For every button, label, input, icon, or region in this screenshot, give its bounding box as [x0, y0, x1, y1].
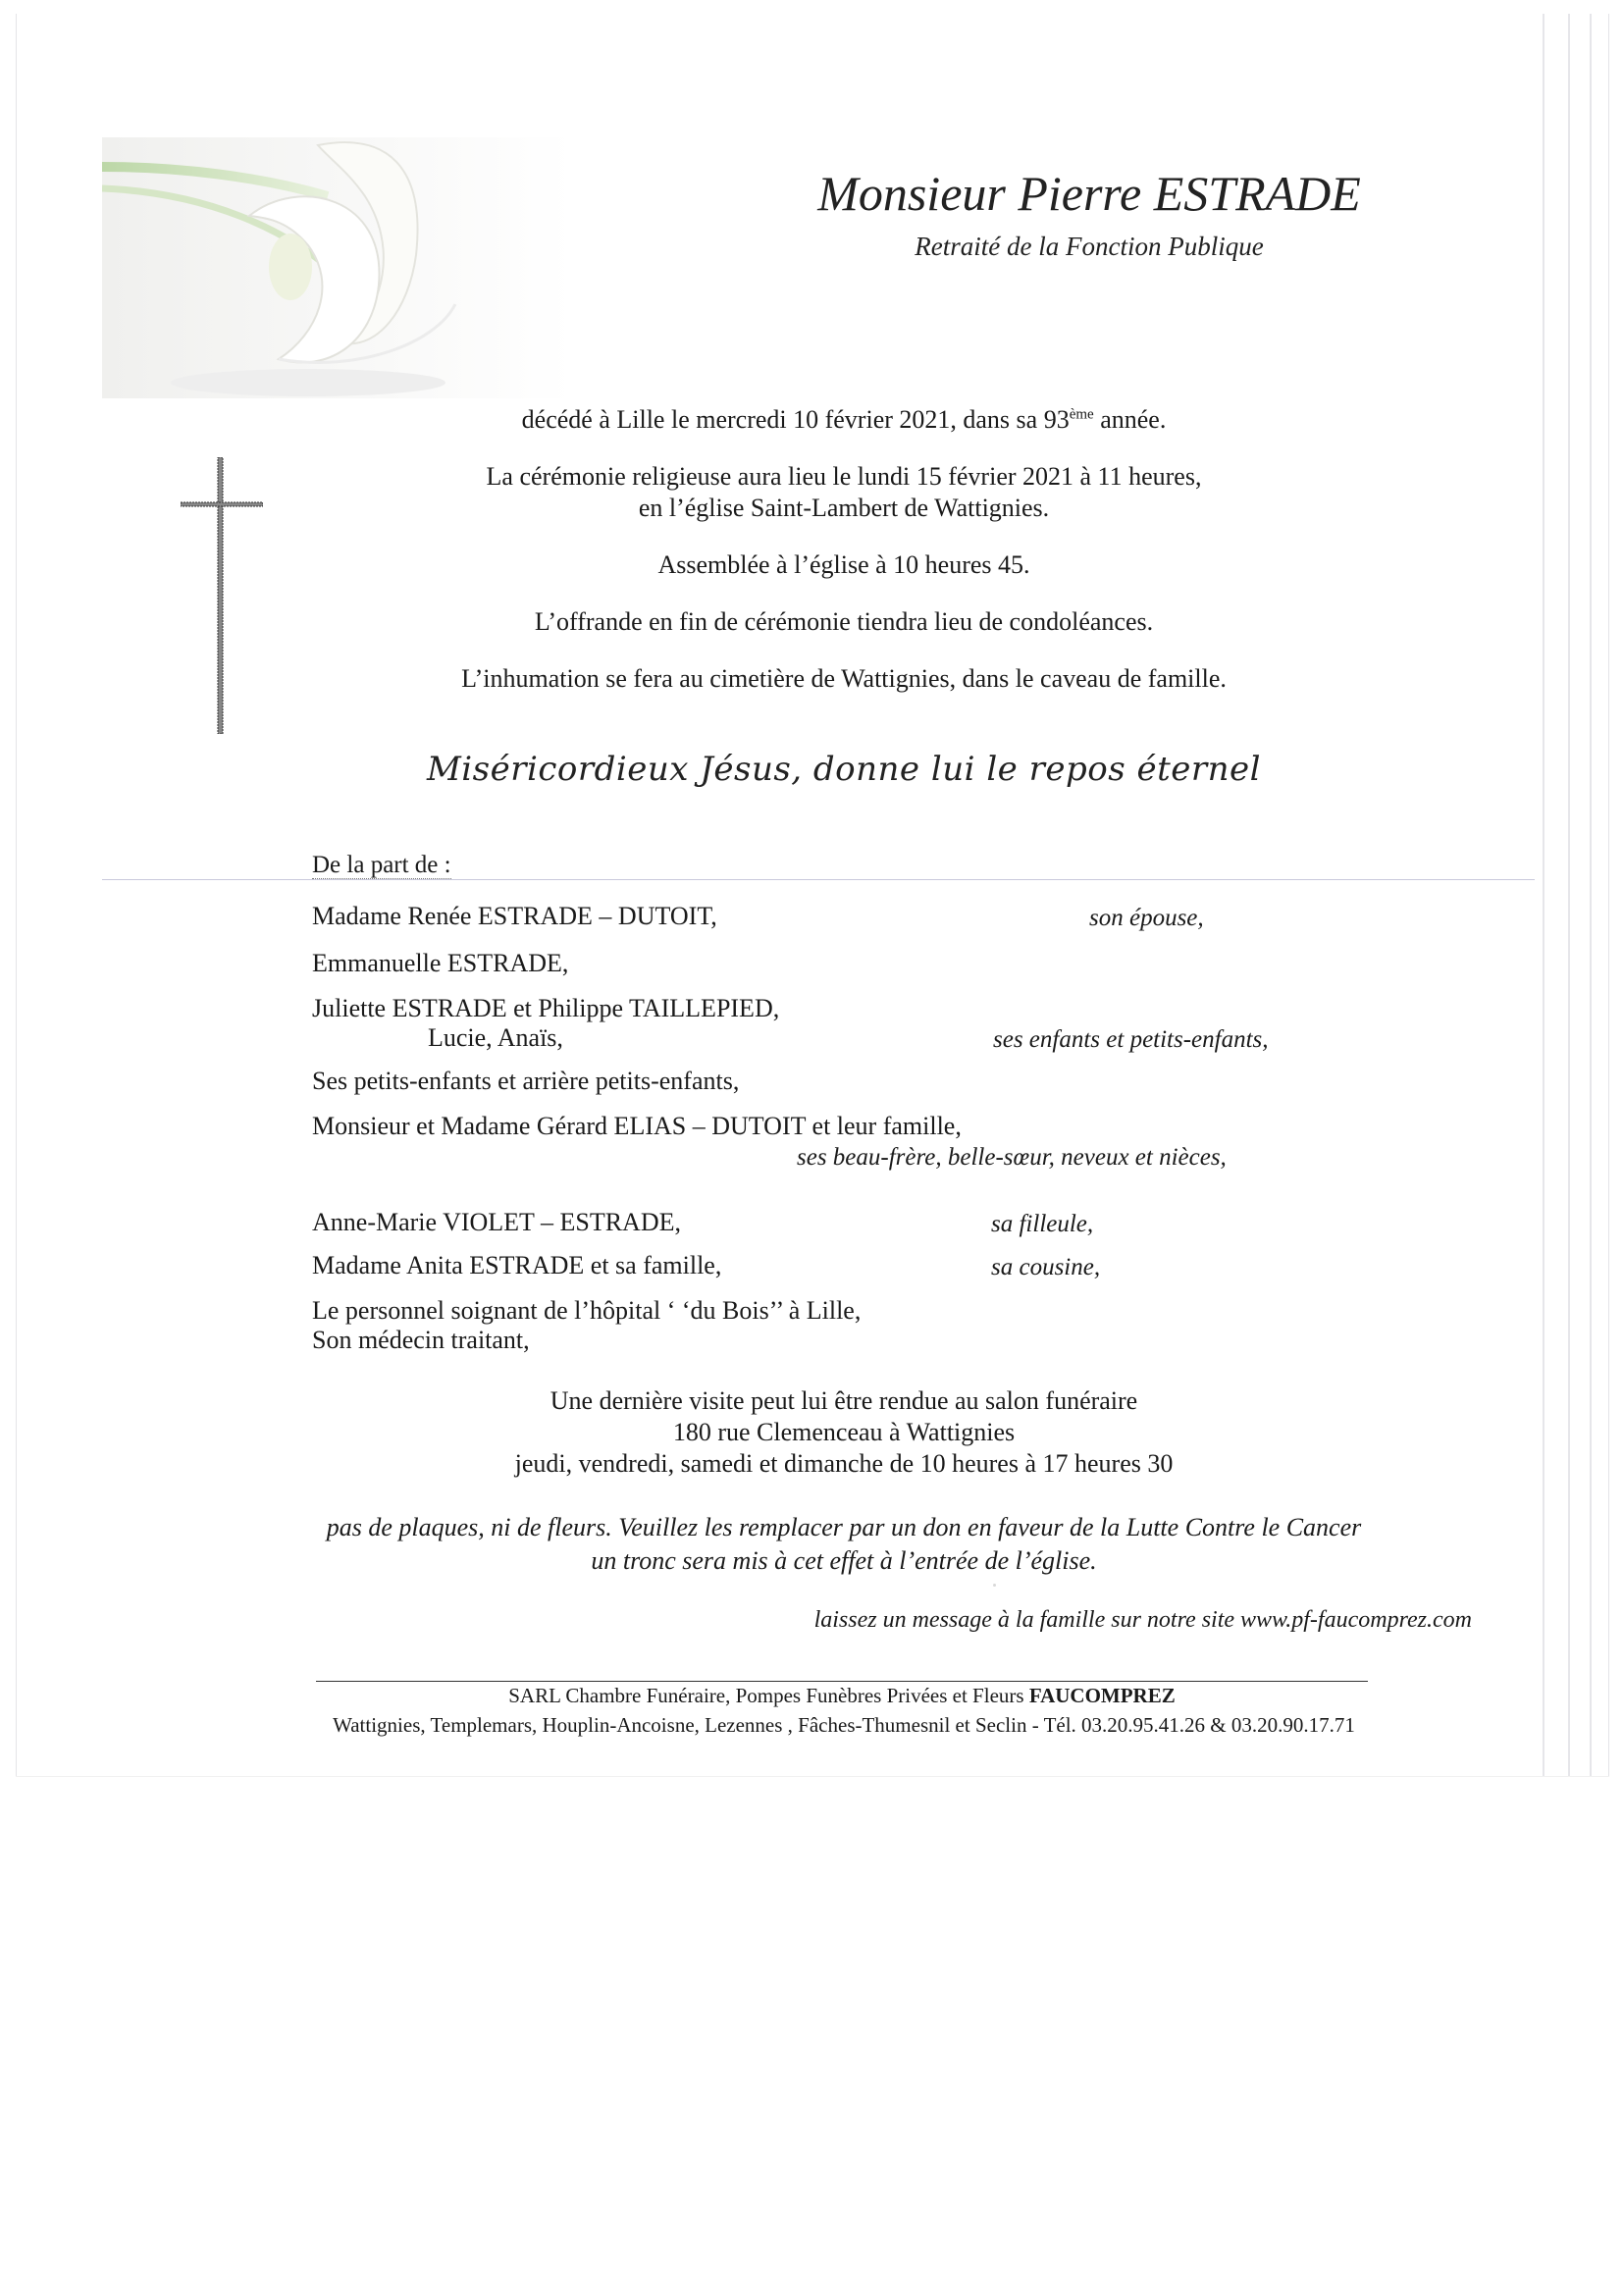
donation-line: un tronc sera mis à cet effet à l’entrée de l’église.	[591, 1546, 1097, 1575]
page-edge	[1543, 14, 1544, 1776]
visit-address: 180 rue Clemenceau à Wattignies	[672, 1418, 1016, 1446]
death-announcement	[353, 404, 1335, 436]
footer-divider	[316, 1681, 1368, 1682]
family-member-name: Juliette ESTRADE et Philippe TAILLEPIED,	[312, 994, 780, 1022]
family-member-name: Emmanuelle ESTRADE,	[312, 949, 569, 977]
donation-note	[196, 1511, 1492, 1578]
death-text-end: année.	[1093, 405, 1167, 434]
page-edge	[1568, 14, 1570, 1776]
cross-icon	[181, 457, 263, 734]
company-line: SARL Chambre Funéraire, Pompes Funèbres Privées et Fleurs FAUCOMPREZ	[508, 1684, 1176, 1707]
burial-text: L’inhumation se fera au cimetière de Wattignies, dans le caveau de famille.	[461, 664, 1227, 693]
visit-line: Une dernière visite peut lui être rendue au salon funéraire	[550, 1386, 1138, 1415]
page-edge	[1590, 14, 1592, 1776]
donation-line: pas de plaques, ni de fleurs. Veuillez les remplacer par un don en faveur de la Lutte Contre le Cancer	[326, 1513, 1362, 1541]
website-message: laissez un message à la famille sur notre site www.pf-faucomprez.com	[813, 1607, 1472, 1633]
deceased-name: Monsieur Pierre ESTRADE	[817, 166, 1361, 221]
company-locations: Wattignies, Templemars, Houplin-Ancoisne, Lezennes , Fâches-Thumesnil et Seclin - Tél. 03.20.95.41.26 & 03.20.90.17.71	[333, 1713, 1355, 1737]
prayer-text: Miséricordieux Jésus, donne lui le repos éternel	[426, 750, 1262, 789]
family-member-name: Son médecin traitant,	[312, 1326, 530, 1354]
death-text: décédé à Lille le mercredi 10 février 2021, dans sa 93	[521, 405, 1070, 434]
family-member-name: Madame Anita ESTRADE et sa famille,	[312, 1251, 722, 1279]
ceremony-line: en l’église Saint-Lambert de Wattignies.	[638, 494, 1050, 522]
visit-info	[353, 1385, 1335, 1480]
visit-hours: jeudi, vendredi, samedi et dimanche de 10 heures à 17 heures 30	[514, 1449, 1174, 1478]
family-member-name: Monsieur et Madame Gérard ELIAS – DUTOIT et leur famille,	[312, 1112, 962, 1140]
deceased-occupation: Retraité de la Fonction Publique	[915, 232, 1264, 261]
scan-speck	[993, 1584, 996, 1587]
family-member-name: Lucie, Anaïs,	[428, 1023, 563, 1052]
family-member-name: Madame Renée ESTRADE – DUTOIT,	[312, 902, 717, 930]
ordinal-suffix: ème	[1069, 406, 1094, 423]
company-name: FAUCOMPREZ	[1028, 1684, 1176, 1707]
family-relation: ses enfants et petits-enfants,	[993, 1026, 1269, 1053]
ceremony-paragraph	[353, 461, 1335, 524]
fold-line	[102, 879, 1535, 880]
family-relation: son épouse,	[1089, 905, 1204, 931]
family-member-name: Le personnel soignant de l’hôpital ‘ ‘du Bois’’ à Lille,	[312, 1296, 862, 1325]
calla-lily-image	[102, 137, 573, 398]
assembly-text: Assemblée à l’église à 10 heures 45.	[657, 550, 1030, 579]
family-relation: sa filleule,	[991, 1211, 1094, 1237]
family-relation: ses beau-frère, belle-sœur, neveux et nièces,	[797, 1144, 1227, 1171]
from-label: De la part de :	[312, 852, 451, 878]
ceremony-line: La cérémonie religieuse aura lieu le lundi 15 février 2021 à 11 heures,	[486, 462, 1202, 491]
offering-text: L’offrande en fin de cérémonie tiendra lieu de condoléances.	[534, 607, 1154, 636]
family-member-name: Anne-Marie VIOLET – ESTRADE,	[312, 1208, 681, 1236]
family-member-name: Ses petits-enfants et arrière petits-enfants,	[312, 1067, 740, 1095]
family-relation: sa cousine,	[991, 1254, 1101, 1280]
